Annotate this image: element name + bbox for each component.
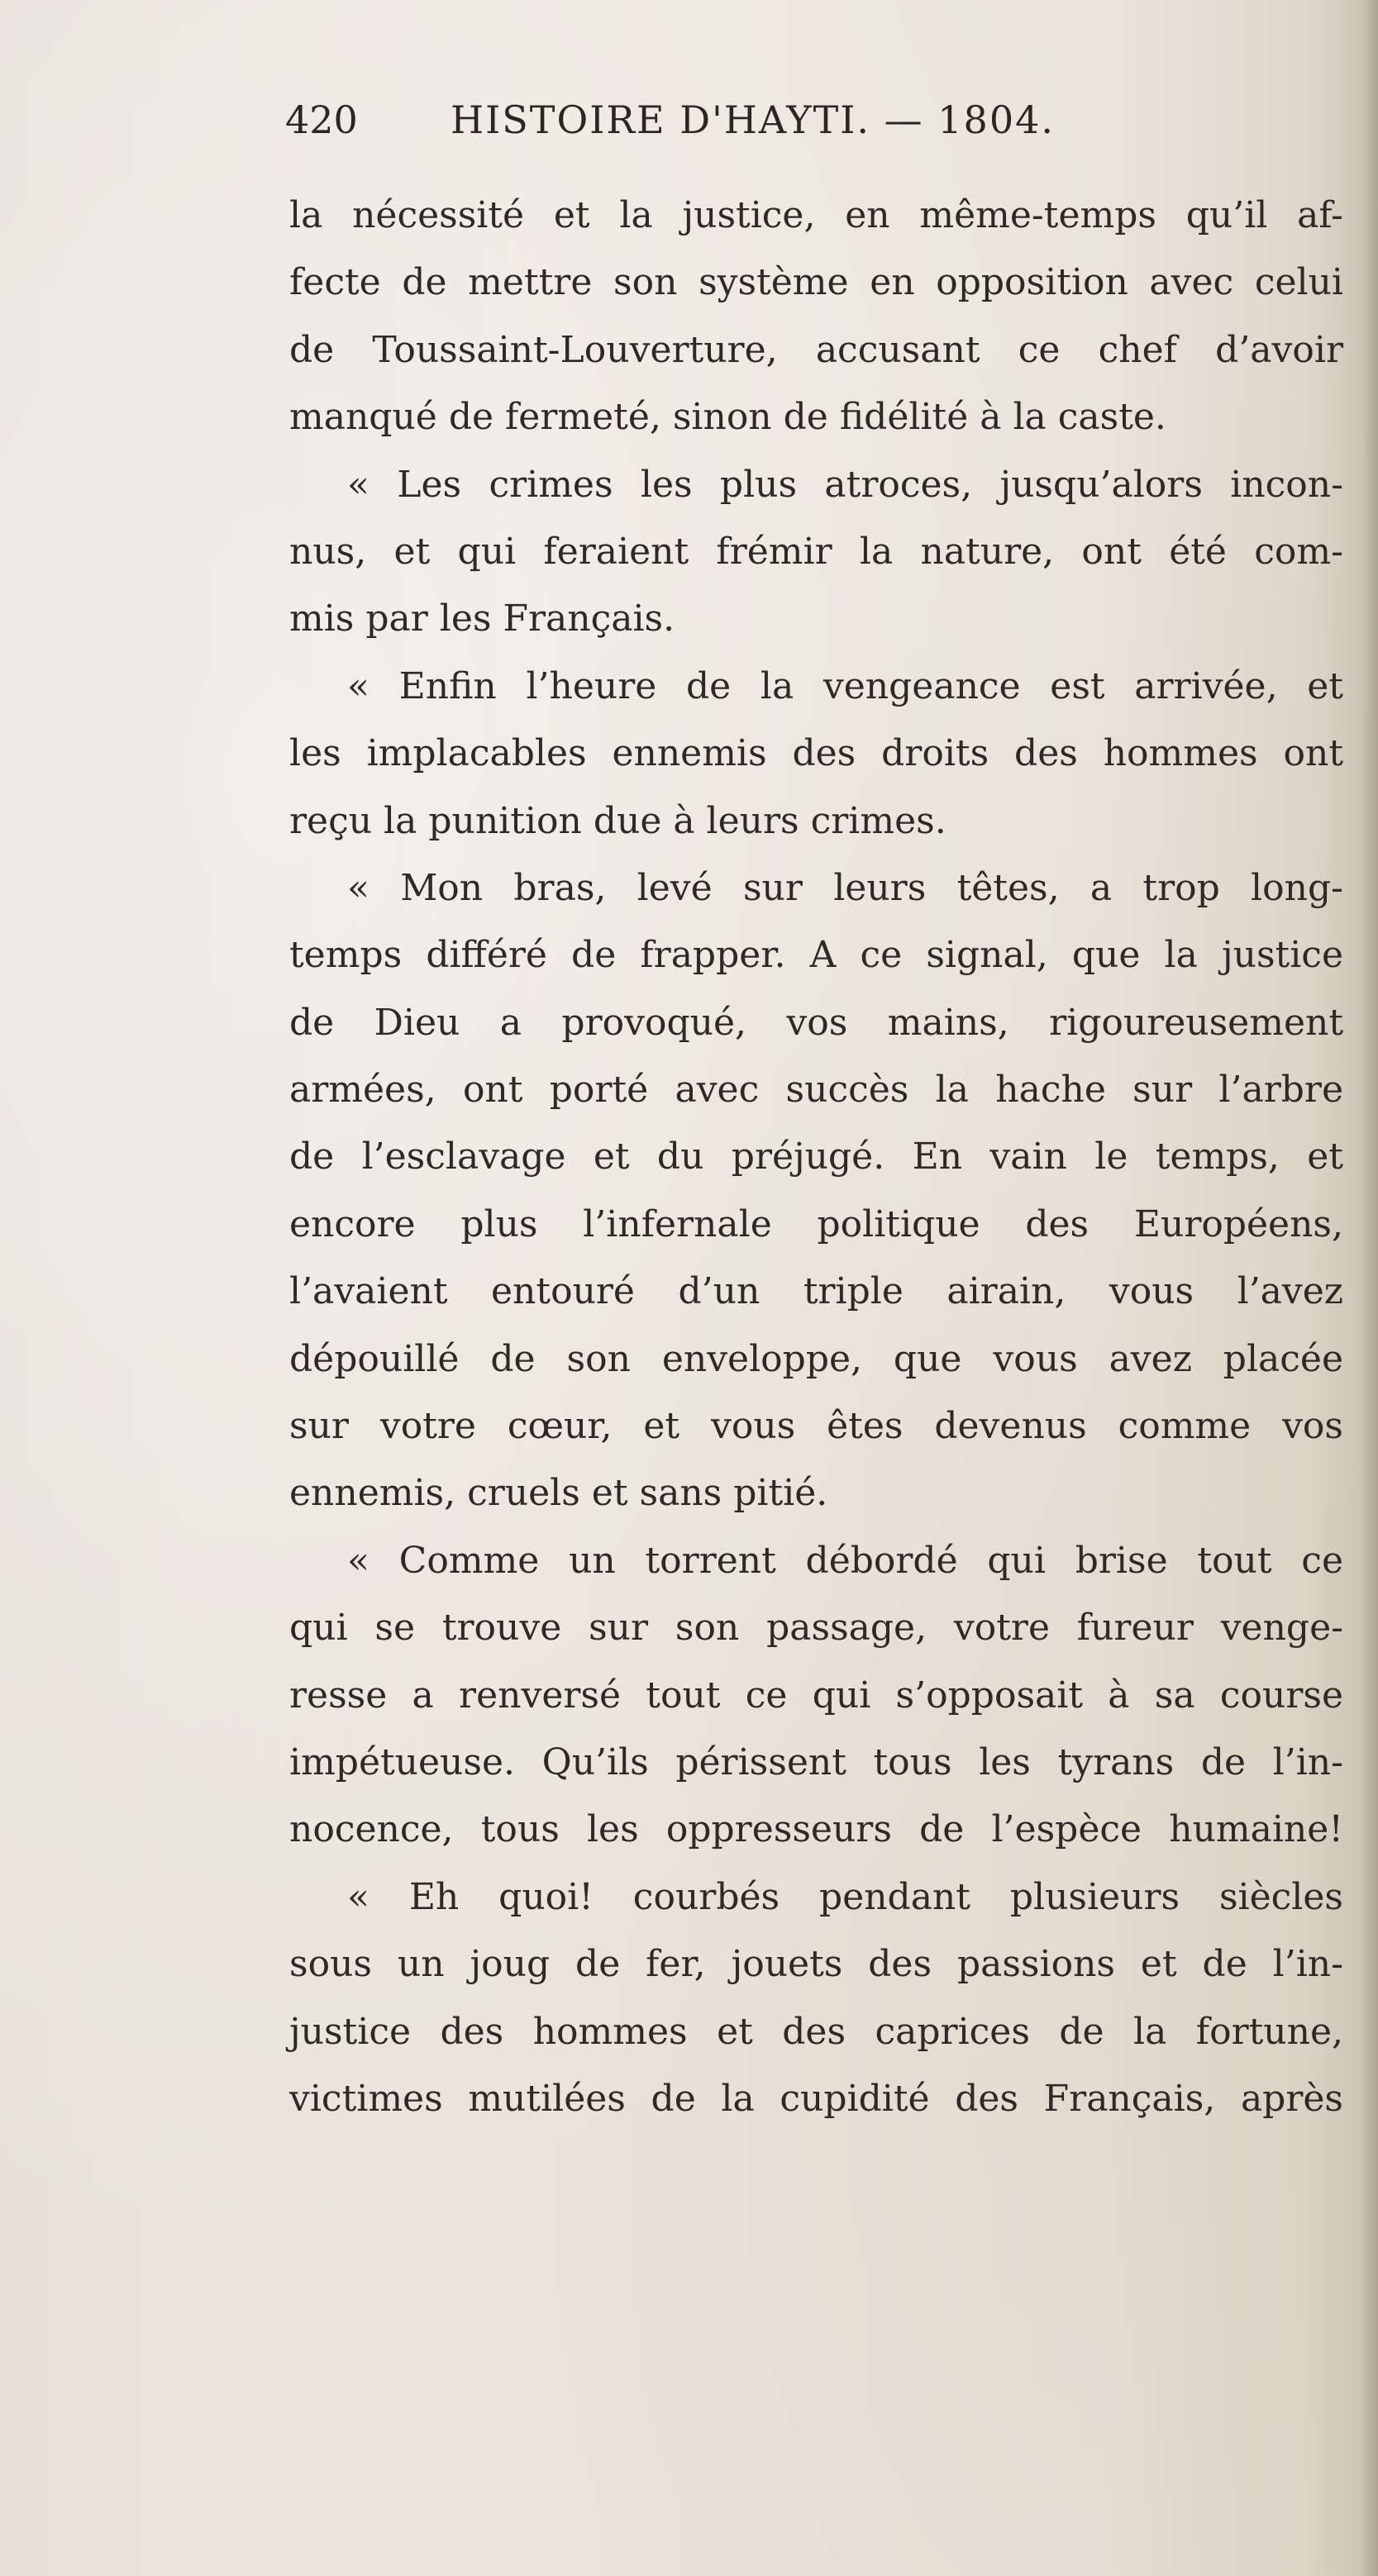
text-line: mis par les Français. <box>289 598 675 640</box>
text-line: de Dieu a provoqué, vos mains, rigoureusement <box>289 1001 1343 1044</box>
text-line: temps différé de frapper. A ce signal, que la justice <box>289 934 1343 977</box>
text-line: qui se trouve sur son passage, votre fureur venge- <box>289 1607 1343 1650</box>
text-line: victimes mutilées de la cupidité des Français, après <box>289 2077 1343 2120</box>
text-line: armées, ont porté avec succès la hache sur l’arbre <box>289 1069 1343 1112</box>
running-head <box>285 98 1194 164</box>
text-line: sur votre cœur, et vous êtes devenus comme vos <box>289 1405 1343 1448</box>
text-line: « Eh quoi! courbés pendant plusieurs siècles <box>347 1875 1343 1918</box>
text-line: de l’esclavage et du préjugé. En vain le temps, et <box>289 1136 1343 1178</box>
text-line: resse a renversé tout ce qui s’opposait à sa course <box>289 1674 1343 1717</box>
text-line: fecte de mettre son système en opposition avec celui <box>289 261 1343 304</box>
text-line: justice des hommes et des caprices de la fortune, <box>289 2010 1343 2053</box>
text-line: de Toussaint-Louverture, accusant ce chef d’avoir <box>289 328 1343 371</box>
text-line: sous un joug de fer, jouets des passions et de l’in- <box>289 1943 1343 1986</box>
page-number: 420 <box>285 98 358 142</box>
text-line: reçu la punition due à leurs crimes. <box>289 799 946 842</box>
text-line: « Mon bras, levé sur leurs têtes, a trop long- <box>347 866 1343 909</box>
text-line: la nécessité et la justice, en même-temps qu’il af- <box>289 194 1343 236</box>
text-line: encore plus l’infernale politique des Européens, <box>289 1202 1343 1245</box>
text-line: impétueuse. Qu’ils périssent tous les tyrans de l’in- <box>289 1740 1343 1783</box>
text-line: nocence, tous les oppresseurs de l’espèce humaine! <box>289 1808 1343 1851</box>
text-line: « Les crimes les plus atroces, jusqu’alors incon- <box>347 463 1343 506</box>
running-title: HISTOIRE D'HAYTI. — 1804. <box>451 98 1055 142</box>
page-edge-shadow <box>1360 0 1378 2576</box>
text-line: « Comme un torrent débordé qui brise tout ce <box>347 1539 1343 1582</box>
text-line: les implacables ennemis des droits des hommes ont <box>289 732 1343 775</box>
text-line: manqué de fermeté, sinon de fidélité à la caste. <box>289 396 1166 439</box>
text-line: dépouillé de son enveloppe, que vous avez placée <box>289 1337 1343 1380</box>
text-line: « Enfin l’heure de la vengeance est arrivée, et <box>347 664 1343 707</box>
text-line: ennemis, cruels et sans pitié. <box>289 1472 828 1515</box>
text-line: l’avaient entouré d’un triple airain, vous l’avez <box>289 1270 1343 1313</box>
body-text <box>289 182 1343 2132</box>
text-line: nus, et qui feraient frémir la nature, ont été com- <box>289 530 1343 573</box>
